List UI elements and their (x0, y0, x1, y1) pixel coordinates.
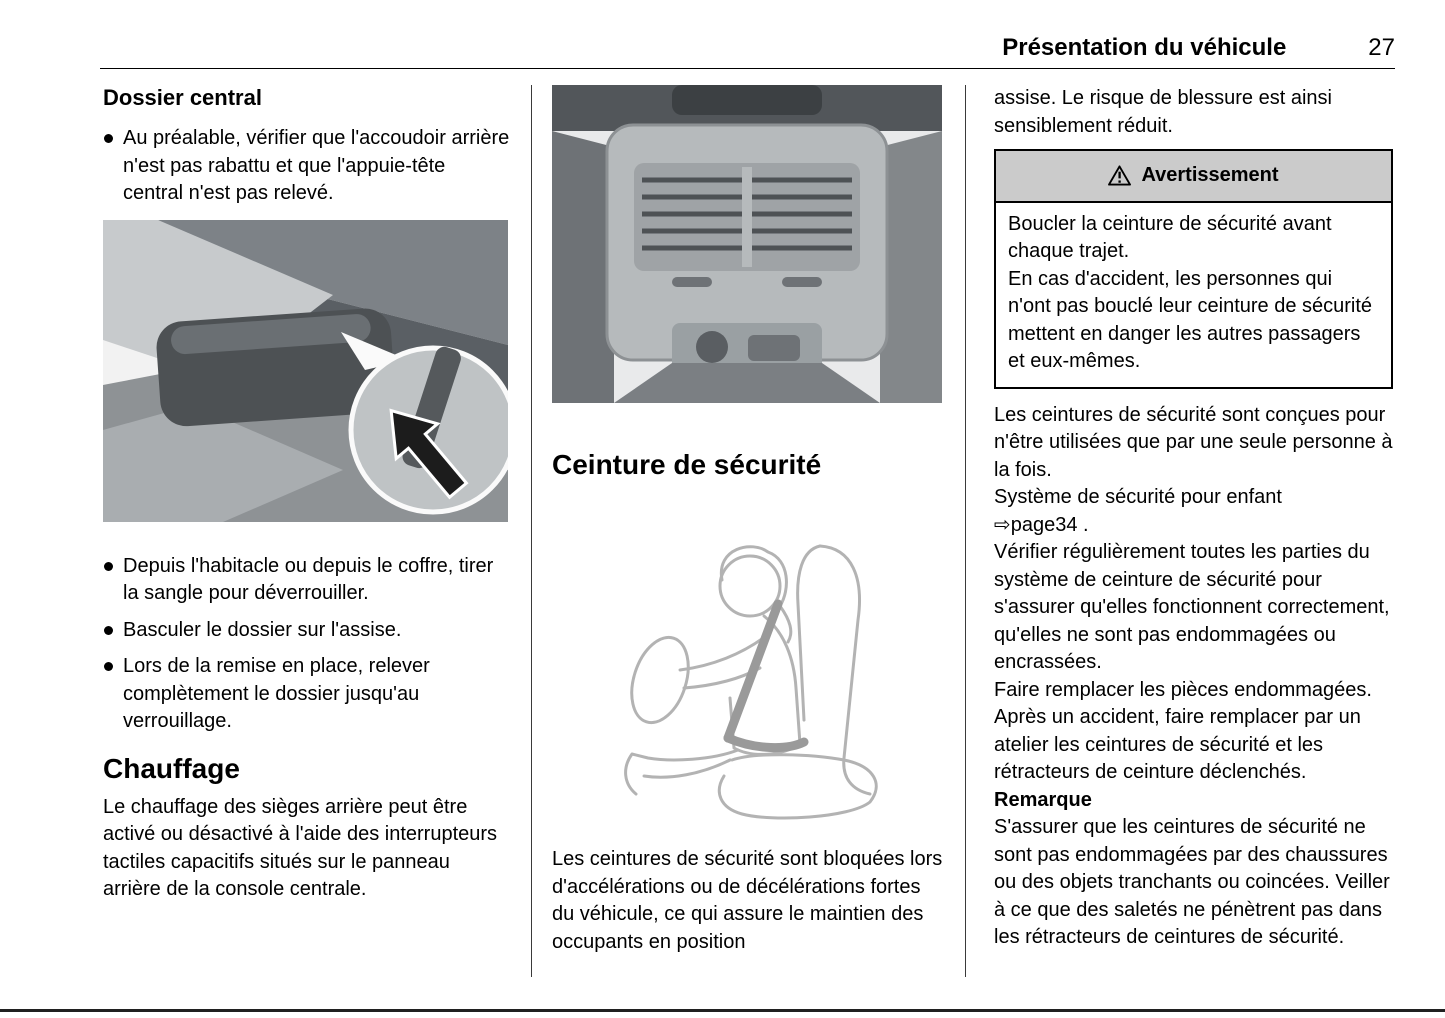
column-middle (552, 85, 944, 977)
warning-triangle-icon (1108, 165, 1131, 186)
page-header-title: Présentation du véhicule (1002, 34, 1287, 61)
bullet-marker (103, 553, 123, 608)
column-divider (531, 85, 532, 977)
warning-title: Avertissement (1141, 164, 1279, 186)
page-number: 27 (1368, 34, 1395, 61)
section-heading-dossier-central: Dossier central (103, 85, 262, 110)
column-divider (965, 85, 966, 977)
bullet-text: Basculer le dossier sur l'assise. (123, 618, 402, 641)
paragraph: Les ceintures de sécurité sont bloquées lors d'accélérations ou de décélérations fortes du véhicule, ce qui assure le maintien des occupants en position (552, 848, 943, 953)
warning-box (994, 149, 1393, 389)
list-item (103, 553, 510, 608)
content-columns (103, 85, 1393, 977)
section-heading-chauffage: Chauffage (103, 752, 240, 784)
paragraph: En cas d'accident, les personnes qui n'ont pas bouclé leur ceinture de sécurité mettent en danger les autres passagers et eux-mêmes. (1008, 267, 1373, 372)
paragraph: Les ceintures de sécurité sont conçues pour n'être utilisées que par une seule personne à la fois. (994, 403, 1393, 481)
page-header (100, 34, 1395, 62)
bullet-marker (103, 653, 123, 736)
paragraph: S'assurer que les ceintures de sécurité ne sont pas endommagées par des chaussures ou des objets tranchants ou coincées. Veiller à ce que des saletés ne pénètrent pas dans les rétracteurs de ceintures de sécurité. (994, 816, 1390, 948)
warning-box-body (996, 203, 1391, 387)
section-heading-ceinture-de-securite: Ceinture de sécurité (552, 449, 822, 480)
paragraph: Boucler la ceinture de sécurité avant chaque trajet. (1008, 212, 1332, 262)
bullet-marker (103, 617, 123, 645)
rear-console-air-vents-image (552, 85, 942, 403)
paragraph: Faire remplacer les pièces endommagées. Après un accident, faire remplacer par un atelier les ceintures de sécurité et les rétracteurs de ceinture déclenchés. (994, 678, 1372, 783)
bullet-marker (103, 125, 123, 208)
bottom-rule (0, 1009, 1445, 1012)
column-left (103, 85, 510, 977)
page-reference-link[interactable]: ⇨page34 . (994, 513, 1089, 536)
bullet-text: Au préalable, vérifier que l'accoudoir arrière n'est pas rabattu et que l'appuie-tête central n'est pas relevé. (123, 127, 510, 204)
paragraph: Le chauffage des sièges arrière peut être activé ou désactivé à l'aide des interrupteurs tactiles capacitifs situés sur le panneau arrière de la console centrale. (103, 795, 498, 900)
driver-wearing-seat-belt-image (552, 508, 942, 828)
seat-backrest-release-image (103, 220, 508, 522)
list-item (103, 617, 510, 645)
column-right (994, 85, 1393, 977)
paragraph: Système de sécurité pour enfant (994, 486, 1282, 508)
bullet-text: Depuis l'habitacle ou depuis le coffre, tirer la sangle pour déverrouiller. (123, 554, 494, 604)
list-item (103, 653, 510, 736)
note-heading: Remarque (994, 788, 1092, 811)
list-item (103, 125, 510, 208)
paragraph: assise. Le risque de blessure est ainsi sensiblement réduit. (994, 87, 1332, 137)
header-rule (100, 68, 1395, 69)
warning-box-header (996, 151, 1391, 203)
paragraph: Vérifier régulièrement toutes les parties du système de ceinture de sécurité pour s'assurer qu'elles fonctionnent correctement, qu'elles ne sont pas endommagées ou encrassées. (994, 541, 1390, 673)
bullet-text: Lors de la remise en place, relever complètement le dossier jusqu'au verrouillage. (123, 655, 430, 732)
